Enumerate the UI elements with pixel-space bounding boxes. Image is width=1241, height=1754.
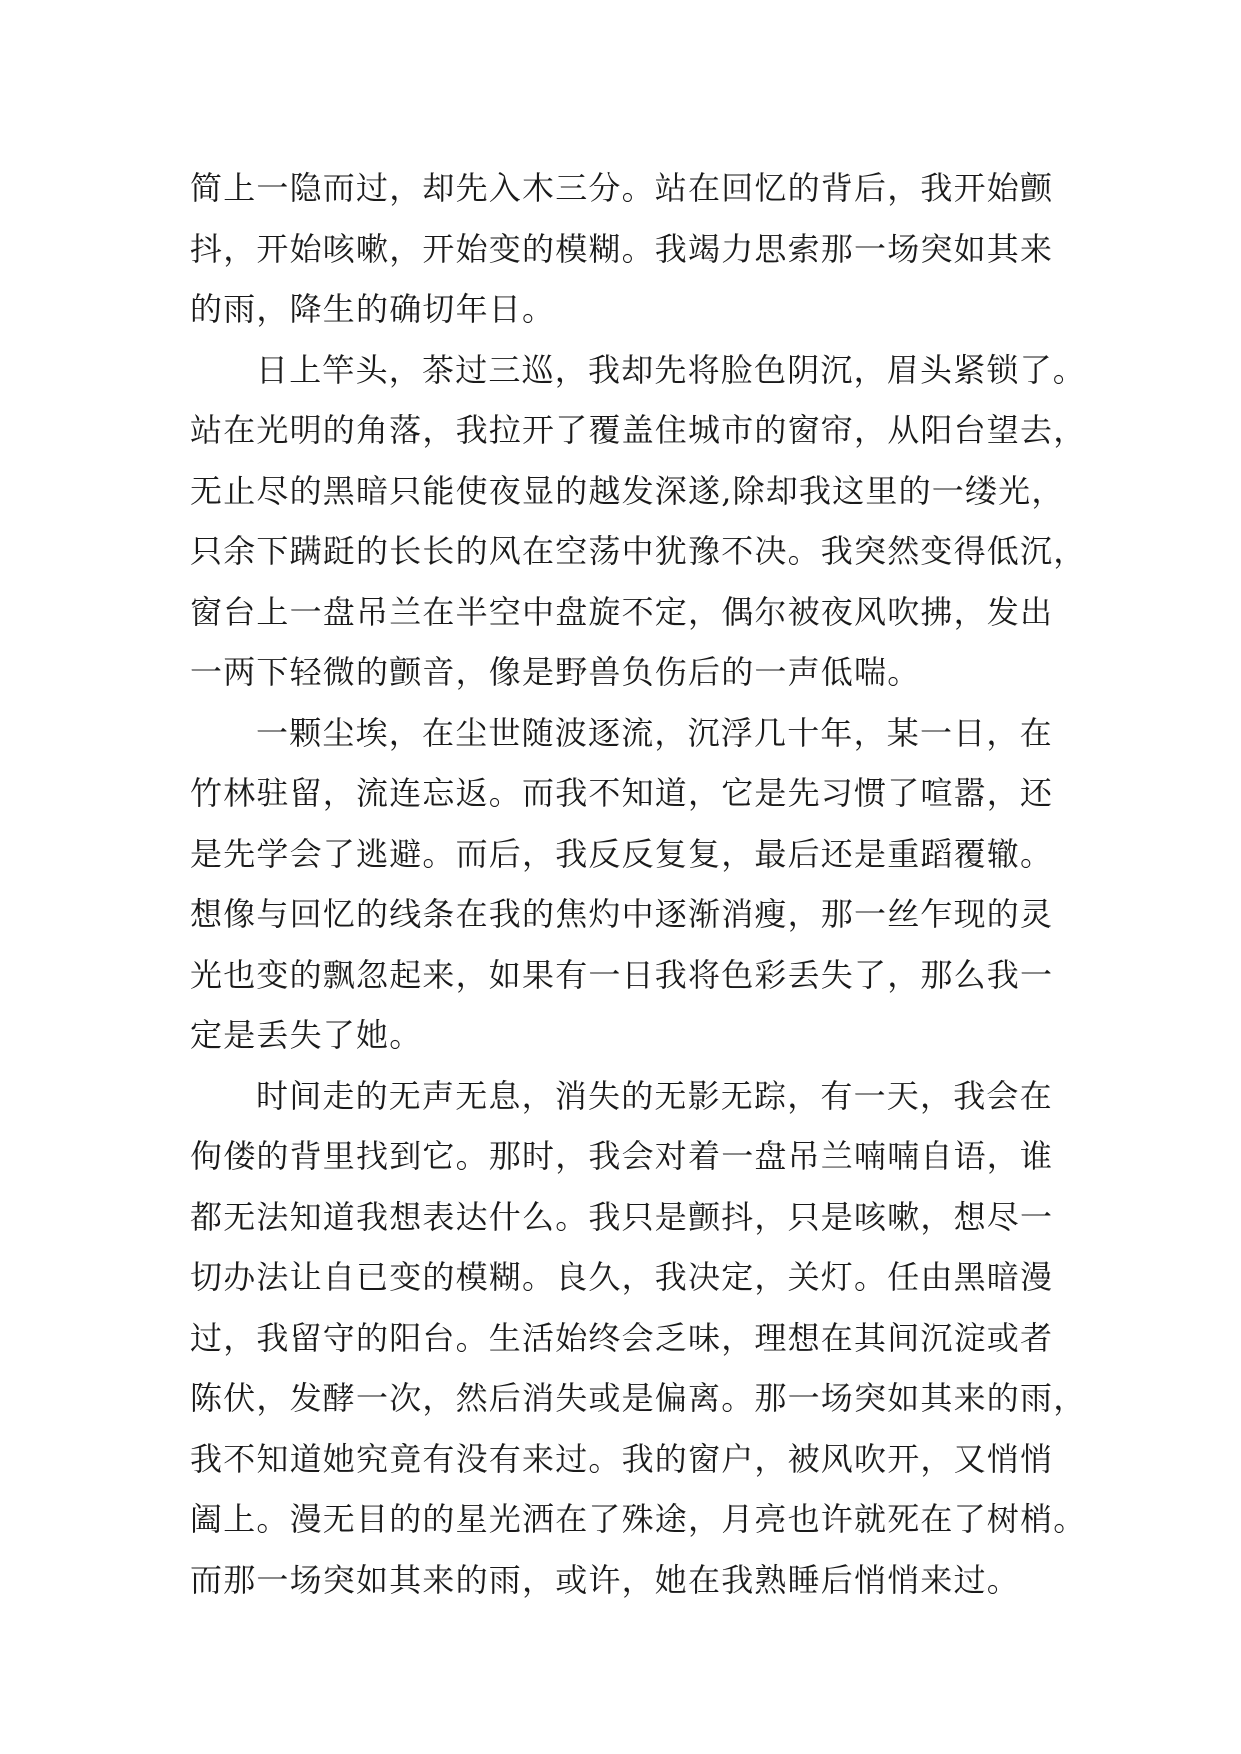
text-line: 站在光明的角落，我拉开了覆盖住城市的窗帘，从阳台望去， <box>190 411 1087 449</box>
paragraph-first-line: 一颗尘埃，在尘世随波逐流，沉浮几十年，某一日，在 <box>256 713 1053 752</box>
body-text <box>190 158 1087 1610</box>
text-line: 过，我留守的阳台。生活始终会乏味，理想在其间沉淀或者 <box>190 1318 1054 1357</box>
paragraph-first-line: 日上竿头，茶过三巡，我却先将脸色阴沉，眉头紧锁了。 <box>256 350 1087 389</box>
text-line: 是先学会了逃避。而后，我反反复复，最后还是重蹈覆辙。 <box>190 834 1054 873</box>
text-line: 光也变的飘忽起来，如果有一日我将色彩丢失了，那么我一 <box>190 955 1054 994</box>
text-line: 定是丢失了她。 <box>190 1016 423 1054</box>
text-line: 简上一隐而过，却先入木三分。站在回忆的背后，我开始颤 <box>190 169 1054 207</box>
text-line: 竹林驻留，流连忘返。而我不知道，它是先习惯了喧嚣，还 <box>190 774 1054 812</box>
text-line: 想像与回忆的线条在我的焦灼中逐渐消瘦，那一丝乍现的灵 <box>190 895 1054 933</box>
text-line: 陈伏，发酵一次，然后消失或是偏离。那一场突如其来的雨， <box>190 1379 1087 1417</box>
text-line: 我不知道她究竟有没有来过。我的窗户，被风吹开，又悄悄 <box>190 1439 1054 1478</box>
text-line: 无止尽的黑暗只能使夜显的越发深遂,除却我这里的一缕光， <box>190 471 1065 510</box>
text-line: 的雨，降生的确切年日。 <box>190 290 556 328</box>
text-line: 切办法让自已变的模糊。良久，我决定，关灯。任由黑暗漫 <box>190 1258 1054 1296</box>
text-line: 窗台上一盘吊兰在半空中盘旋不定，偶尔被夜风吹拂，发出 <box>190 592 1054 631</box>
text-line: 佝偻的背里找到它。那时，我会对着一盘吊兰喃喃自语，谁 <box>190 1137 1054 1175</box>
text-line: 一两下轻微的颤音，像是野兽负伤后的一声低喘。 <box>190 653 921 691</box>
paragraph-first-line: 时间走的无声无息，消失的无影无踪，有一天，我会在 <box>256 1076 1053 1115</box>
text-line: 只余下蹒跹的长长的风在空荡中犹豫不决。我突然变得低沉， <box>190 532 1087 570</box>
text-line: 都无法知道我想表达什么。我只是颤抖，只是咳嗽，想尽一 <box>190 1197 1054 1236</box>
text-line: 抖，开始咳嗽，开始变的模糊。我竭力思索那一场突如其来 <box>190 229 1054 268</box>
text-line: 阖上。漫无目的的星光洒在了殊途，月亮也许就死在了树梢。 <box>190 1500 1087 1538</box>
text-line: 而那一场突如其来的雨，或许，她在我熟睡后悄悄来过。 <box>190 1560 1021 1599</box>
